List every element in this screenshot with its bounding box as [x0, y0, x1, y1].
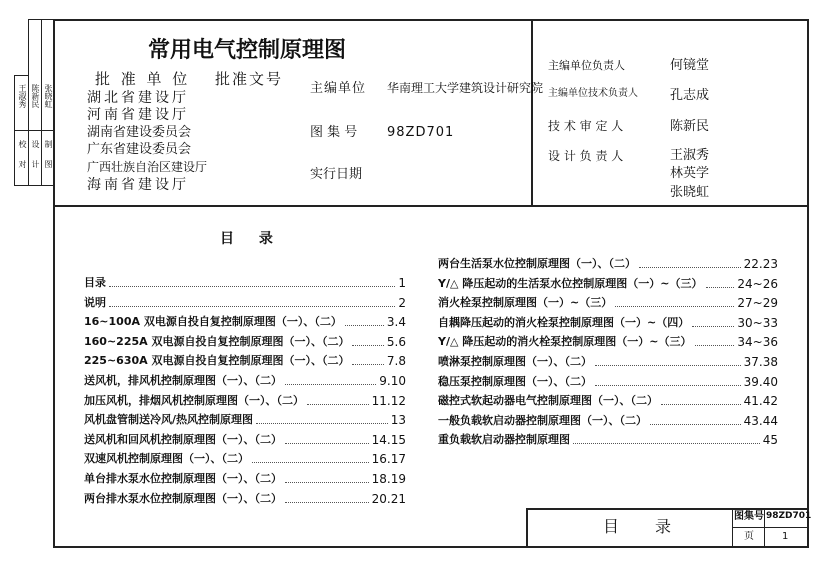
- toc-entry-title: 风机盘管制送冷风/热风控制原理图: [84, 413, 254, 427]
- toc-entry: [438, 373, 778, 389]
- strip-top: [28, 19, 54, 20]
- toc-entry-title: 磁控式软起动器电气控制原理图（一）、（二）: [438, 394, 658, 408]
- tb-v1: [732, 508, 733, 548]
- strip-label-3: 设: [31, 140, 40, 148]
- toc-heading: 目 录: [220, 231, 283, 247]
- toc-leader-dots: [706, 287, 735, 288]
- title-block-atlas-label: 图集号: [734, 511, 764, 522]
- toc-leader-dots: [285, 384, 376, 385]
- title-block-name: 目 录: [603, 517, 682, 536]
- toc-entry: [438, 392, 778, 408]
- toc-leader-dots: [109, 306, 395, 307]
- strip-name-3: 张晓虹: [44, 84, 53, 108]
- toc-entry-title: 双速风机控制原理图（一）、（二）: [84, 452, 249, 466]
- frame-left: [53, 19, 55, 548]
- frame-right: [807, 19, 809, 548]
- resp-name-1: 何镜堂: [670, 58, 710, 73]
- strip-bottom: [14, 185, 54, 186]
- toc-entry: [84, 372, 406, 388]
- header-divider: [53, 205, 809, 207]
- approval-unit-5: 广西壮族自治区建设厅: [87, 160, 208, 174]
- strip-name-2: 陈新民: [31, 84, 40, 108]
- toc-leader-dots: [661, 404, 741, 405]
- toc-leader-dots: [285, 482, 369, 483]
- toc-entry-page: 3.4: [386, 315, 406, 330]
- strip-name-1: 王淑秀: [18, 84, 27, 108]
- toc-entry-page: 37.38: [743, 355, 778, 369]
- toc-entry: [438, 353, 778, 369]
- toc-leader-dots: [285, 443, 369, 444]
- toc-entry-title: Y/△ 降压起动的生活泵水位控制原理图（一）~（三）: [438, 276, 703, 290]
- strip-label-1: 校: [18, 140, 27, 148]
- editor-value: 华南理工大学建筑设计研究院: [387, 81, 544, 95]
- approval-unit-2: 河南省建设厅: [87, 107, 189, 123]
- title-block-page-label: 页: [744, 531, 754, 542]
- atlas-number-label: 图 集 号: [310, 125, 358, 140]
- toc-entry-title: 送风机，排风机控制原理图（一）、（二）: [84, 374, 282, 387]
- toc-entry-page: 11.12: [371, 393, 406, 408]
- toc-leader-dots: [307, 404, 369, 405]
- resp-name-4c: 张晓虹: [670, 185, 710, 200]
- toc-entry-title: 两台排水泵水位控制原理图（一）、（二）: [84, 491, 282, 505]
- toc-entry-page: 1: [398, 276, 406, 290]
- approval-unit-label: 批 准 单 位: [95, 70, 191, 88]
- toc-entry-page: 18.19: [371, 472, 406, 486]
- resp-role-4: 设 计 负 责 人: [548, 149, 624, 163]
- toc-entry-page: 7.8: [386, 354, 406, 369]
- title-block-atlas-value: 98ZD701: [766, 511, 812, 521]
- toc-entry-title: Y/△ 降压起动的消火栓泵控制原理图（一）~（三）: [438, 335, 692, 349]
- toc-entry-title: 说明: [84, 295, 106, 309]
- toc-entry-title: 喷淋泵控制原理图（一）、（二）: [438, 355, 592, 368]
- toc-entry-title: 送风机和回风机控制原理图（一）、（二）: [84, 432, 282, 446]
- toc-entry: [84, 294, 406, 310]
- toc-entry-page: 2: [398, 295, 406, 310]
- toc-entry: [84, 313, 406, 329]
- frame-bottom: [53, 546, 809, 548]
- tb-top: [526, 508, 809, 510]
- toc-entry: [84, 411, 406, 427]
- toc-entry-title: 自耦降压起动的消火栓泵控制原理图（一）~（四）: [438, 315, 690, 329]
- toc-entry-page: 16.17: [371, 452, 406, 467]
- toc-entry: [438, 255, 778, 271]
- resp-role-2: 主编单位技术负责人: [548, 88, 638, 99]
- toc-entry-title: 一般负载软启动器控制原理图（一）、（二）: [438, 413, 647, 427]
- toc-entry-page: 5.6: [386, 334, 406, 349]
- toc-entry-page: 14.15: [371, 432, 406, 447]
- toc-entry-page: 22.23: [743, 257, 778, 271]
- toc-entry-title: 160~225A 双电源自投自复控制原理图（一）、（二）: [84, 334, 350, 348]
- toc-entry-page: 27~29: [737, 296, 778, 311]
- effective-date-label: 实行日期: [310, 167, 363, 182]
- toc-entry-title: 稳压泵控制原理图（一）、（二）: [438, 374, 592, 388]
- approval-unit-6: 海南省建设厅: [87, 177, 189, 193]
- toc-entry: [438, 275, 778, 291]
- toc-entry-page: 39.40: [743, 374, 778, 389]
- tb-v2: [764, 508, 765, 548]
- toc-entry-page: 30~33: [737, 315, 778, 330]
- toc-entry-page: 34~36: [737, 335, 778, 350]
- toc-entry-title: 目录: [84, 276, 106, 289]
- toc-entry-title: 加压风机，排烟风机控制原理图（一）、（二）: [84, 393, 304, 407]
- toc-entry: [84, 450, 406, 466]
- toc-leader-dots: [615, 306, 734, 307]
- toc-entry-page: 41.42: [743, 394, 778, 409]
- toc-leader-dots: [573, 443, 760, 444]
- tb-h: [732, 527, 809, 528]
- resp-name-2: 孔志成: [670, 88, 710, 103]
- atlas-title: 常用电气控制原理图: [148, 38, 347, 63]
- toc-leader-dots: [639, 267, 741, 268]
- tb-left: [526, 508, 528, 548]
- toc-entry: [438, 333, 778, 349]
- toc-entry-title: 两台生活泵水位控制原理图（一）、（二）: [438, 257, 636, 270]
- toc-leader-dots: [352, 364, 383, 365]
- approval-unit-4: 广东省建设委员会: [87, 142, 192, 157]
- strip-sep2: [14, 75, 28, 76]
- toc-entry-page: 13: [390, 413, 406, 428]
- toc-entry: [84, 470, 406, 486]
- approval-unit-1: 湖北省建设厅: [87, 90, 189, 106]
- strip-label-2: 对: [18, 160, 27, 168]
- toc-entry: [84, 490, 406, 506]
- resp-name-4b: 林英学: [670, 166, 710, 181]
- header-vertical-divider: [531, 19, 533, 207]
- toc-leader-dots: [695, 345, 735, 346]
- toc-leader-dots: [352, 345, 383, 346]
- toc-entry-page: 9.10: [379, 374, 406, 388]
- toc-entry-title: 16~100A 双电源自投自复控制原理图（一）、（二）: [84, 315, 342, 329]
- resp-name-3: 陈新民: [670, 119, 710, 134]
- toc-entry: [438, 294, 778, 310]
- resp-role-3: 技 术 审 定 人: [548, 119, 624, 133]
- strip-mid1: [28, 19, 29, 185]
- toc-entry: [84, 352, 406, 368]
- toc-leader-dots: [692, 326, 734, 327]
- toc-leader-dots: [345, 325, 384, 326]
- toc-leader-dots: [595, 385, 741, 386]
- strip-sep: [14, 130, 54, 131]
- toc-entry-title: 单台排水泵水位控制原理图（一）、（二）: [84, 472, 282, 485]
- strip-mid2: [41, 19, 42, 185]
- strip-label-5: 制: [44, 140, 53, 148]
- toc-entry: [84, 392, 406, 408]
- toc-entry-page: 45: [762, 433, 778, 448]
- strip-label-4: 计: [31, 160, 40, 168]
- resp-role-1: 主编单位负责人: [548, 59, 625, 72]
- toc-entry: [438, 314, 778, 330]
- toc-entry-page: 24~26: [737, 276, 778, 291]
- toc-entry-page: 43.44: [743, 413, 778, 428]
- toc-entry-title: 重负载软启动器控制原理图: [438, 433, 570, 447]
- toc-entry-page: 20.21: [371, 491, 406, 506]
- frame-top: [53, 19, 809, 21]
- toc-leader-dots: [285, 502, 369, 503]
- toc-entry: [84, 431, 406, 447]
- atlas-number-value: 98ZD701: [387, 125, 455, 140]
- toc-leader-dots: [256, 423, 388, 424]
- approval-unit-3: 湖南省建设委员会: [87, 125, 192, 140]
- resp-name-4a: 王淑秀: [670, 148, 710, 163]
- toc-entry: [84, 274, 406, 290]
- toc-entry-title: 225~630A 双电源自投自复控制原理图（一）、（二）: [84, 354, 350, 368]
- toc-leader-dots: [252, 462, 369, 463]
- toc-entry-title: 消火栓泵控制原理图（一）~（三）: [438, 296, 613, 310]
- toc-leader-dots: [650, 424, 741, 425]
- toc-entry: [84, 333, 406, 349]
- title-block-page-value: 1: [782, 531, 789, 542]
- editor-label: 主编单位: [310, 81, 367, 96]
- toc-entry: [438, 412, 778, 428]
- strip-label-6: 图: [44, 160, 53, 168]
- approval-doc-label: 批准文号: [215, 70, 284, 88]
- toc-leader-dots: [109, 286, 395, 287]
- toc-entry: [438, 431, 778, 447]
- toc-leader-dots: [595, 365, 741, 366]
